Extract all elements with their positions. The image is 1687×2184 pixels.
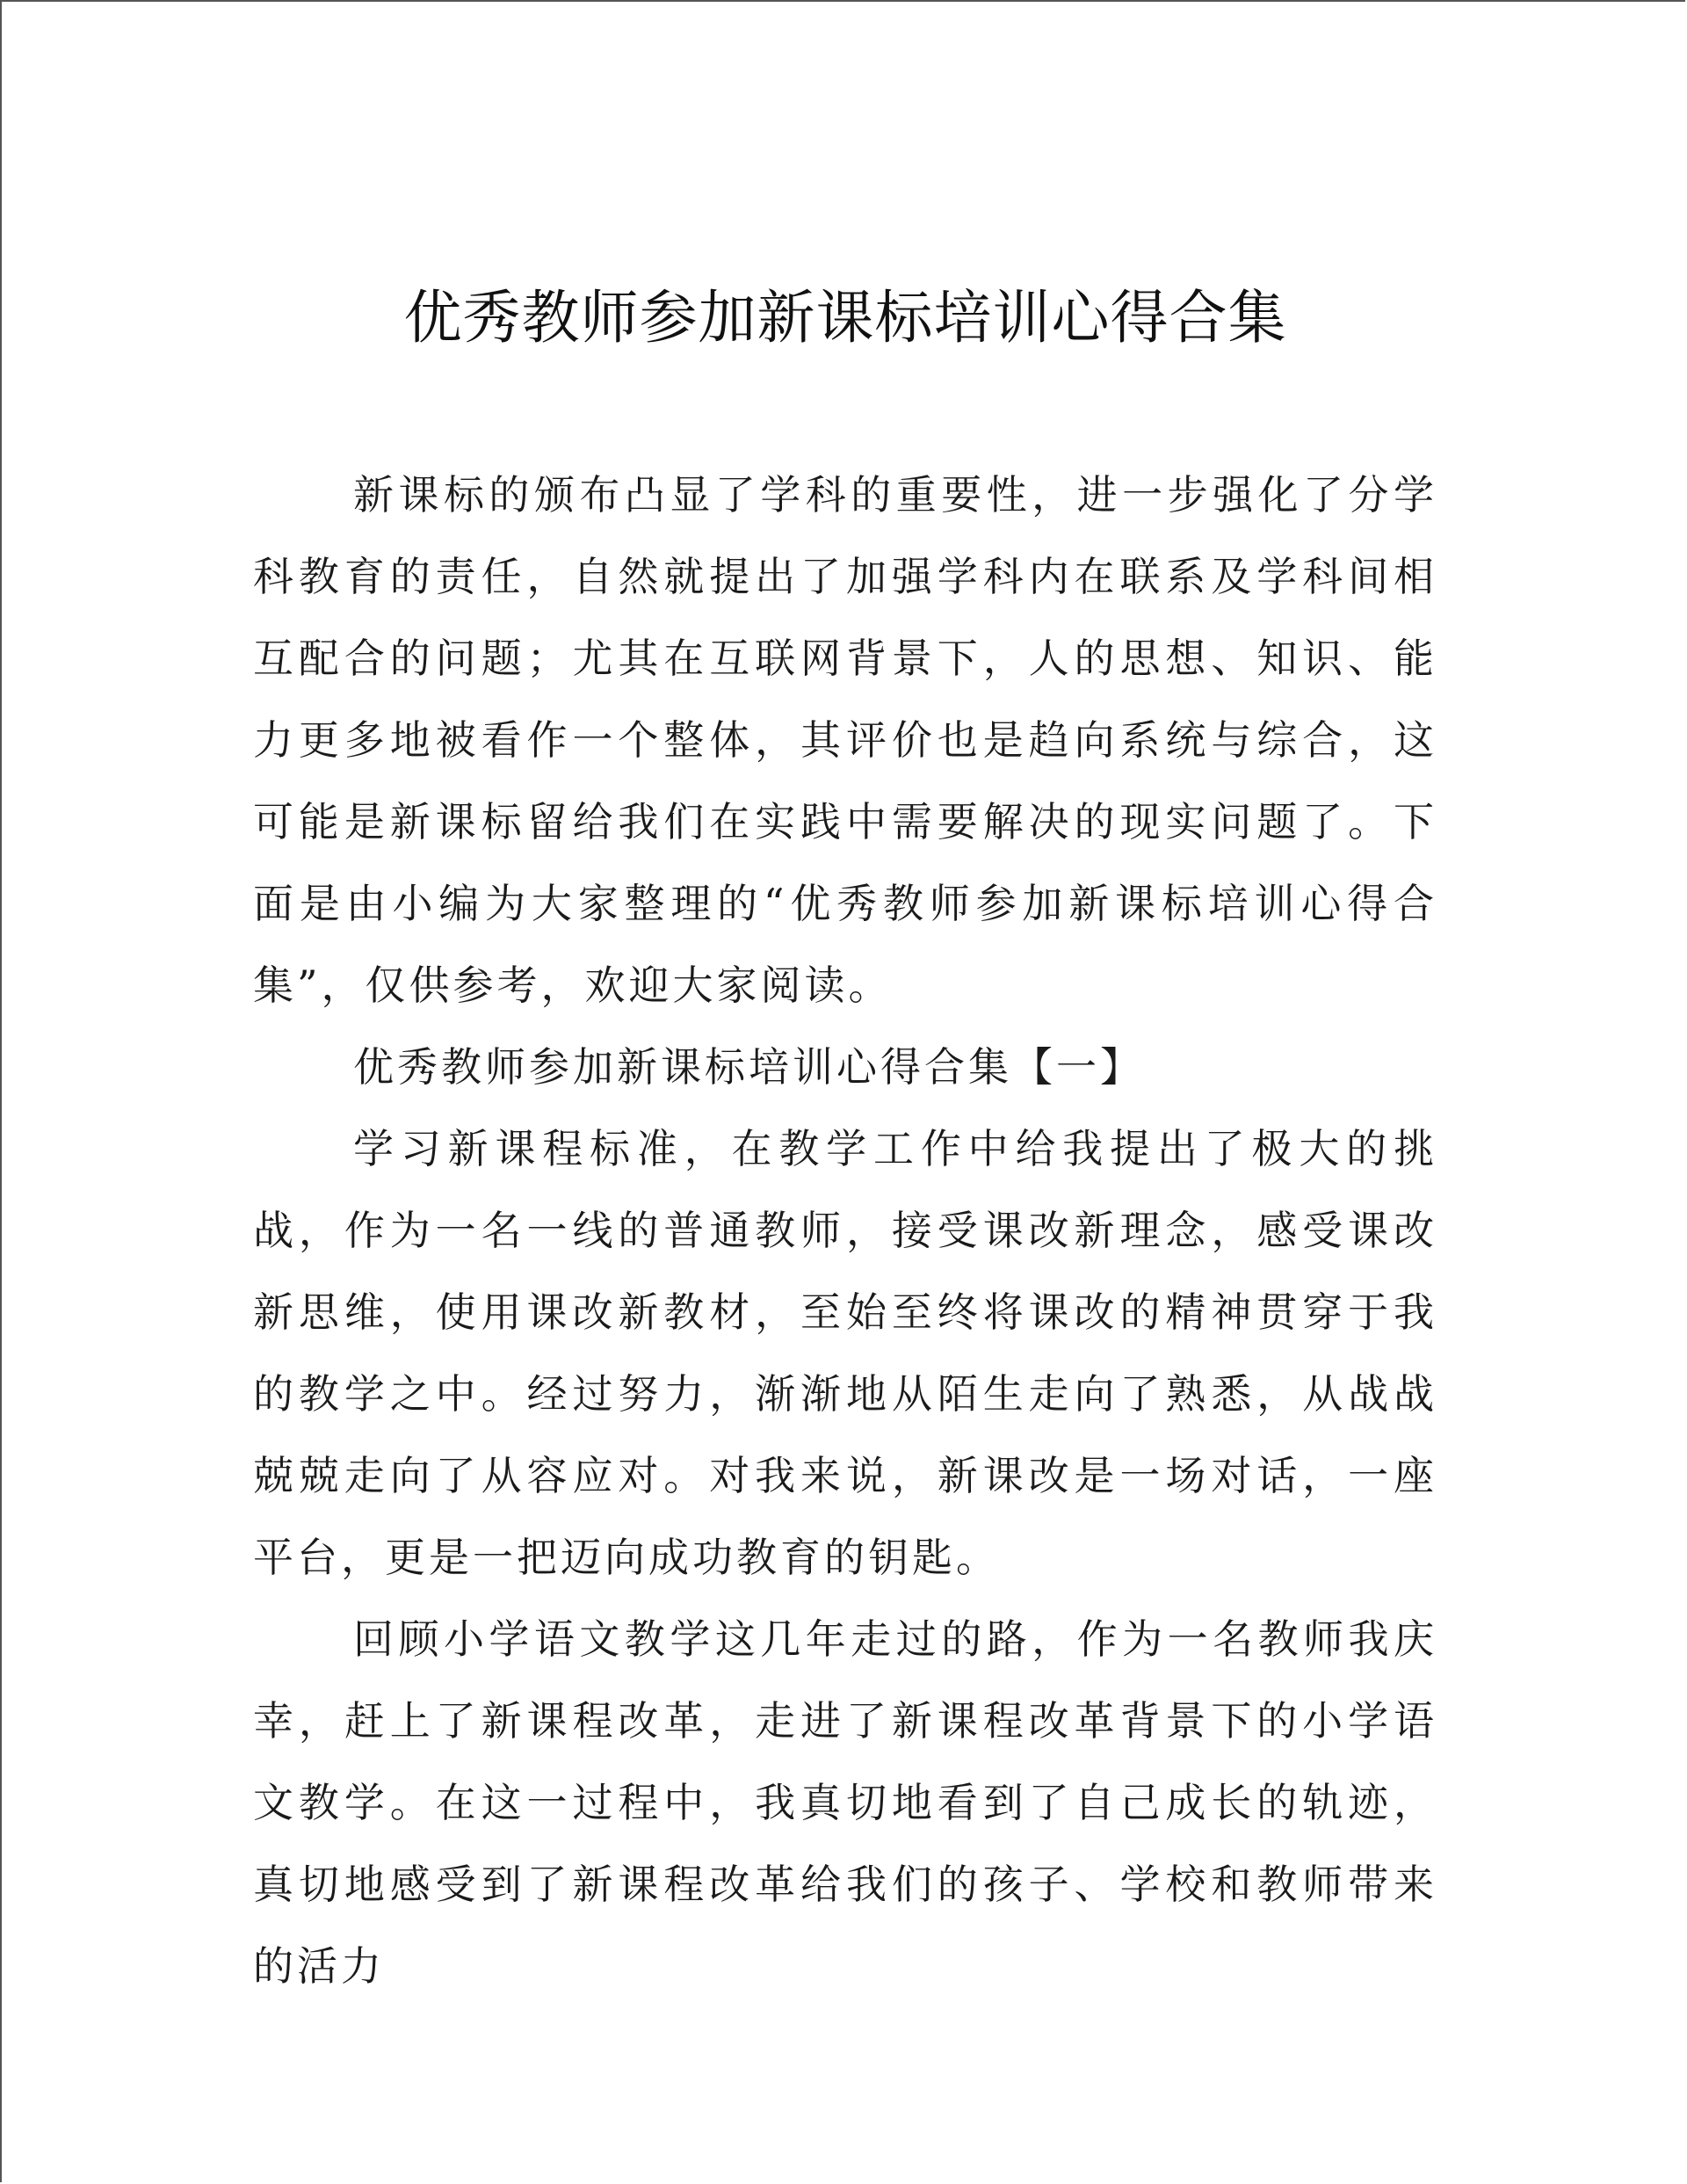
section-heading-1: 优秀教师参加新课标培训心得合集【一】: [353, 1043, 1144, 1091]
document-title: 优秀教师参加新课标培训心得合集: [403, 284, 1287, 352]
paragraph-2: 回顾小学语文教学这几年走过的路，作为一名教师我庆幸，赶上了新课程改革，走进了新课程改革背景下的小学语文教学。在这一过程中，我真切地看到了自己成长的轨迹，真切地感受到了新课程改革给我们的孩子、学校和教师带来的活力: [253, 1615, 1437, 1990]
paragraph-1: 学习新课程标准，在教学工作中给我提出了极大的挑战，作为一名一线的普通教师，接受课改新理念，感受课改新思维，使用课改新教材，至始至终将课改的精神贯穿于我的教学之中。经过努力，渐渐地从陌生走向了熟悉，从战战兢兢走向了从容应对。对我来说，新课改是一场对话，一座平台，更是一把迈向成功教育的钥匙。: [253, 1125, 1437, 1581]
document-body: [253, 454, 1437, 2007]
paragraph-intro: 新课标的颁布凸显了学科的重要性，进一步强化了分学科教育的责任，自然就提出了加强学科内在联系及学科间相互配合的问题；尤其在互联网背景下，人的思想、知识、能力更多地被看作一个整体，其评价也是趋向系统与综合，这可能是新课标留给我们在实践中需要解决的现实问题了。下面是由小编为大家整理的“优秀教师参加新课标培训心得合集”，仅供参考，欢迎大家阅读。: [253, 471, 1437, 1009]
